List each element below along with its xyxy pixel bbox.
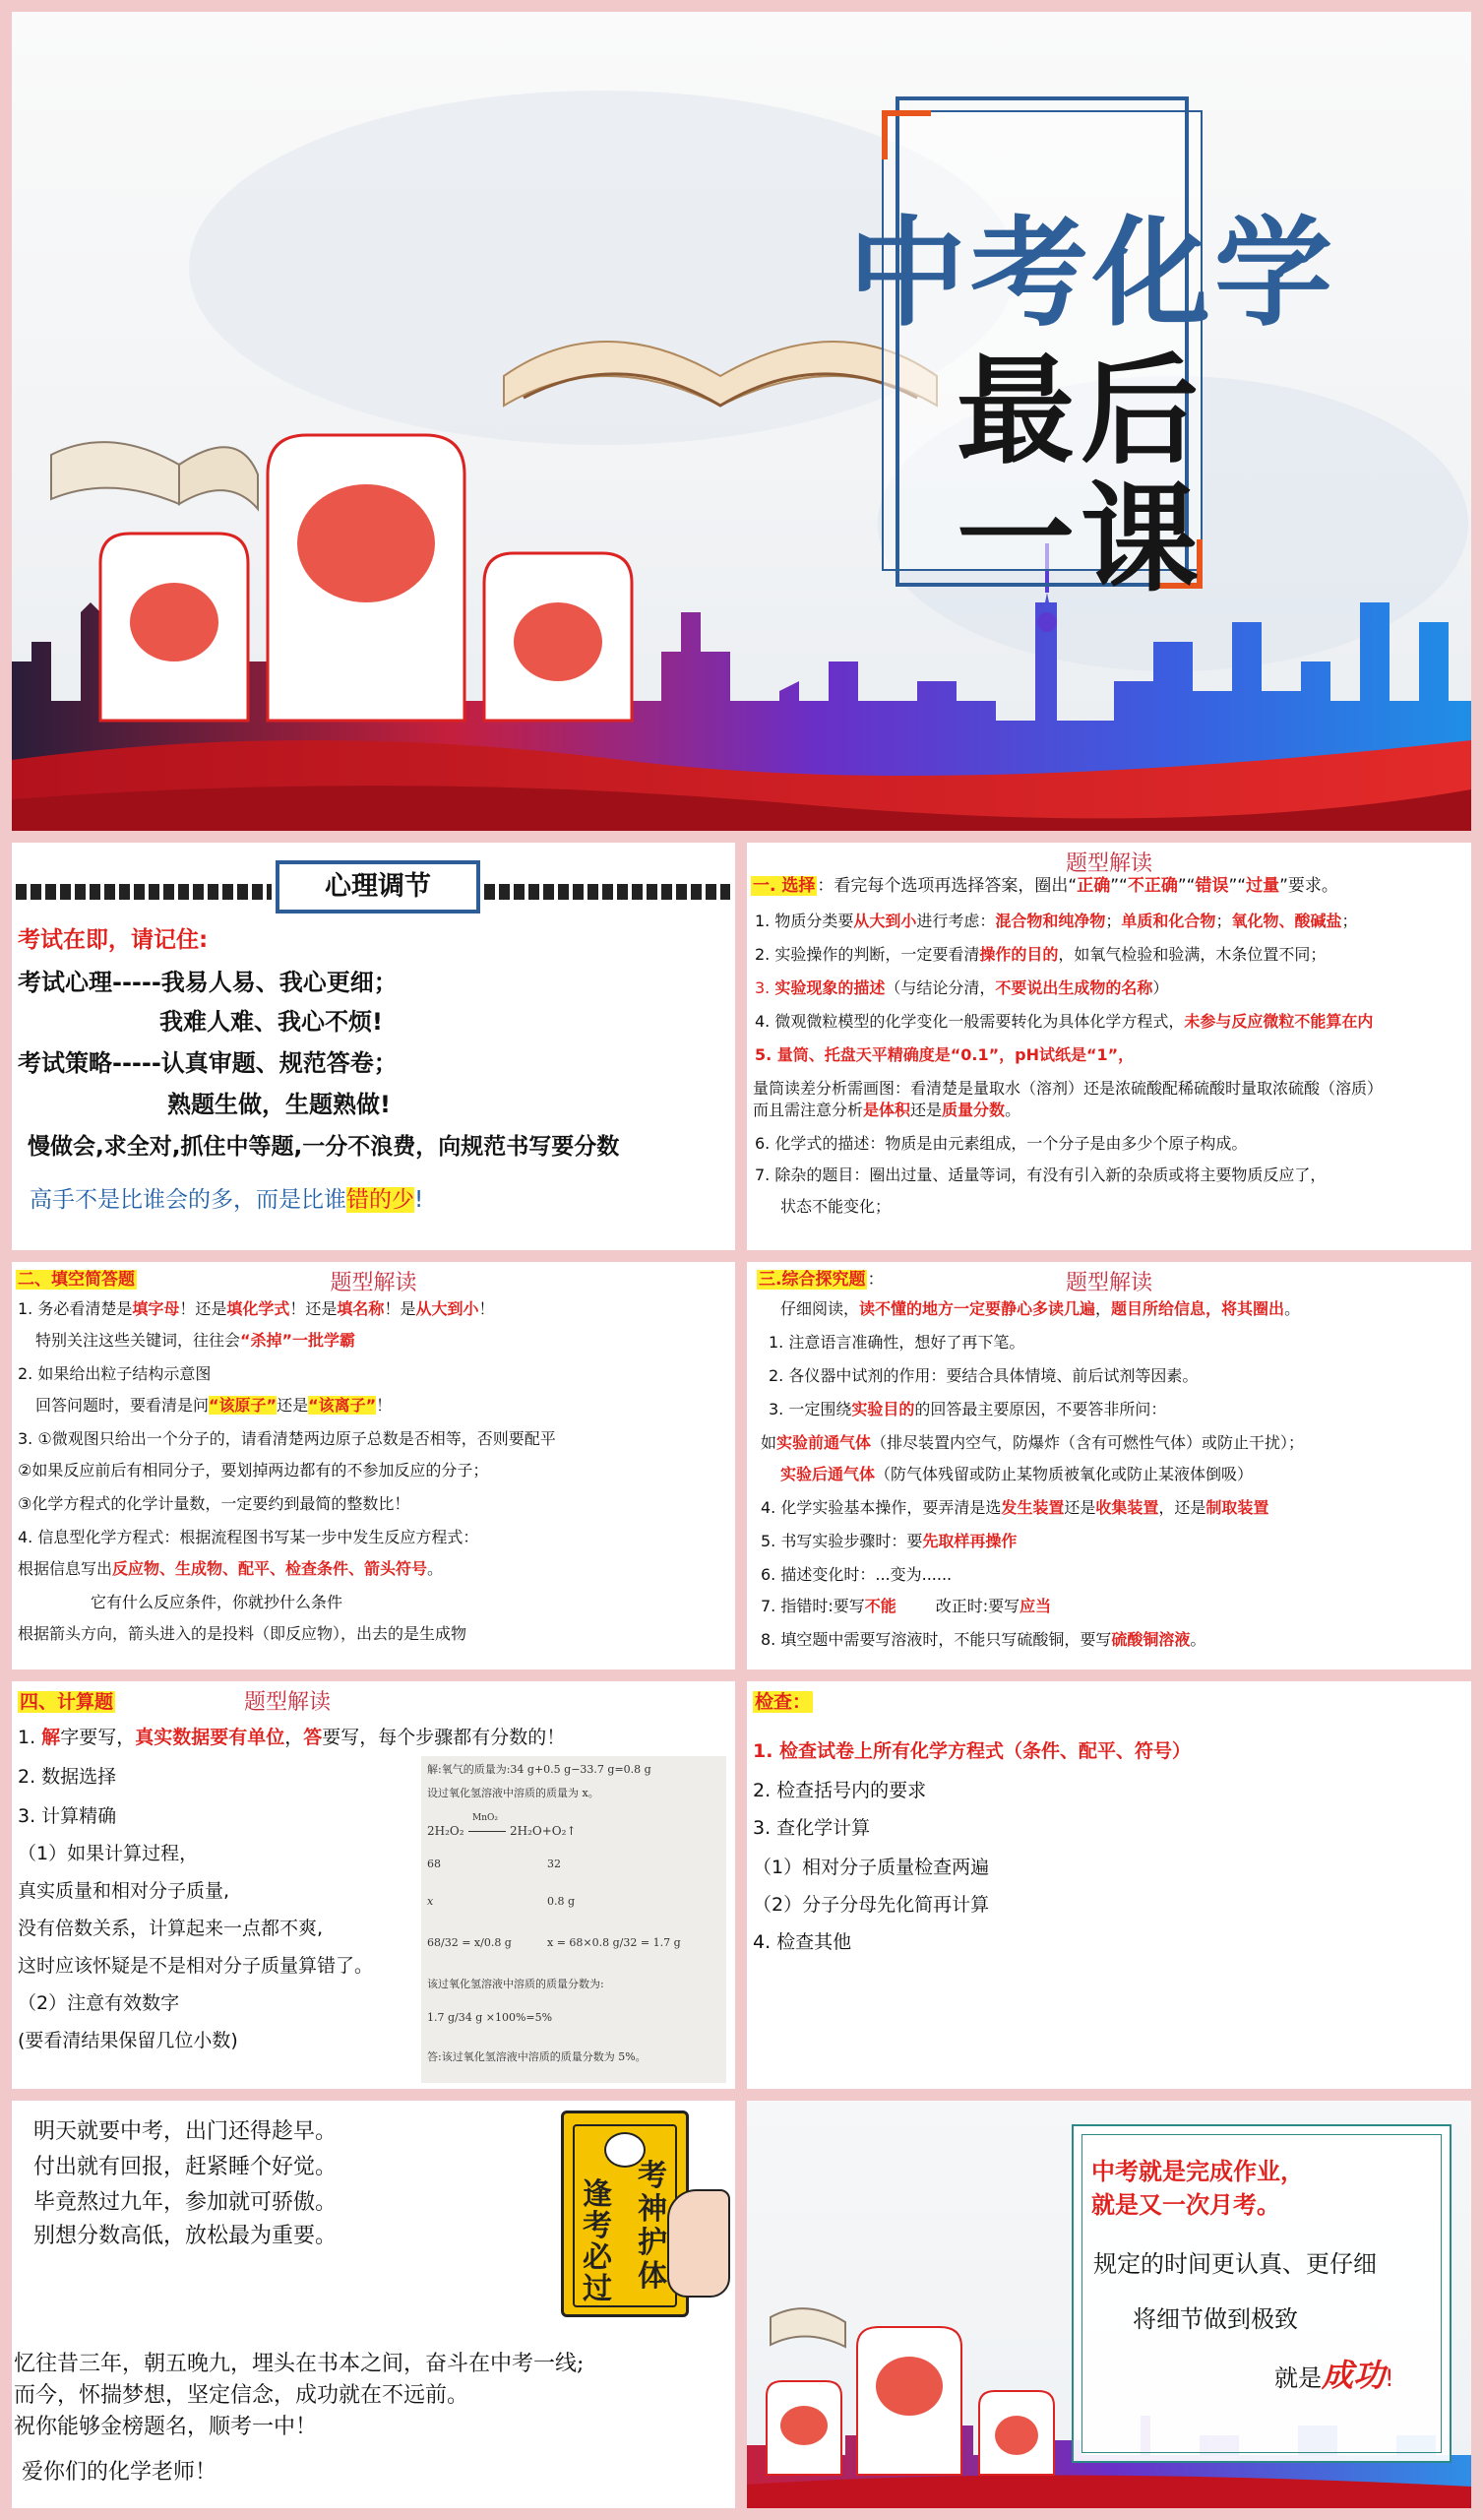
choice-head: 一. 选择 ：看完每个选项再选择答案，圈出“正确”“不正确”“错误”“过量”要求。 xyxy=(753,876,1338,896)
signature: 爱你们的化学老师！ xyxy=(22,2460,217,2485)
explore-line: 7. 指错时:要写不能 改正时:要写应当 xyxy=(761,1597,1052,1615)
calc-line: （2）注意有效数字 xyxy=(18,1992,180,2014)
choice-item: 2. 实验操作的判断，一定要看清操作的目的，如氧气检验和验满，木条位置不同； xyxy=(755,945,1327,964)
slide-title: 题型解读 xyxy=(1065,851,1152,876)
fill-line: 根据信息写出反应物、生成物、配平、检查条件、箭头符号。 xyxy=(18,1559,444,1578)
explore-line: 4. 化学实验基本操作，要弄清是选发生装置还是收集装置，还是制取装置 xyxy=(761,1498,1269,1517)
example-text: 68/32 = x/0.8 g xyxy=(427,1936,512,1949)
fill-line: ②如果反应前后有相同分子，要划掉两边都有的不参加反应的分子； xyxy=(18,1461,489,1480)
cover-illustration xyxy=(12,12,1471,831)
calc-line: 2. 数据选择 xyxy=(18,1766,117,1788)
book-icon xyxy=(771,2308,845,2347)
example-text: 2H₂O₂ xyxy=(427,1824,464,1838)
explore-line: 实验后通气体（防气体残留或防止某物质被氧化或防止某液体倒吸） xyxy=(780,1465,1254,1483)
section-tag: 二、填空简答题 xyxy=(18,1270,135,1290)
mental-line: 慢做会,求全对,抓住中等题,一分不浪费，向规范书写要分数 xyxy=(28,1134,620,1160)
poem-line: 别想分数高低，放松最为重要。 xyxy=(33,2224,338,2248)
calc-line: 这时应该怀疑是不是相对分子质量算错了。 xyxy=(18,1955,374,1977)
choice-item: 1. 物质分类要从大到小进行考虑：混合物和纯净物；单质和化合物；氧化物、酸碱盐； xyxy=(755,912,1358,930)
fill-line: ③化学方程式的化学计量数，一定要约到最简的整数比！ xyxy=(18,1494,410,1513)
cover-slide xyxy=(12,12,1471,831)
fill-slide xyxy=(12,1262,735,1670)
example-text: 1.7 g/34 g ×100%=5% xyxy=(427,2011,553,2024)
poem-line: 毕竟熬过九年，参加就可骄傲。 xyxy=(33,2190,338,2215)
example-text: 解:氧气的质量为:34 g+0.5 g−33.7 g=0.8 g xyxy=(427,1763,651,1776)
explore-line: 6. 描述变化时：...变为...... xyxy=(761,1565,953,1584)
check-slide xyxy=(747,1681,1471,2089)
closing-line: 就是成功! xyxy=(1274,2357,1394,2394)
cover-title-line1: 中考化学 xyxy=(848,204,1336,343)
worked-example-image xyxy=(421,1756,726,2083)
explore-line: 3. 一定围绕实验目的的回答最主要原因，不要答非所问： xyxy=(769,1400,1167,1418)
fill-line: 回答问题时，要看清是问“该原子”还是“该离子”！ xyxy=(35,1396,393,1415)
choice-slide xyxy=(747,843,1471,1250)
check-line: 3. 查化学计算 xyxy=(753,1817,871,1839)
explore-line: 2. 各仪器中试剂的作用：要结合具体情境、前后试剂等因素。 xyxy=(769,1366,1199,1385)
closing-line: 就是又一次月考。 xyxy=(1091,2191,1280,2219)
slide-title: 题型解读 xyxy=(243,1690,331,1715)
section-tag: 检查： xyxy=(755,1691,812,1713)
poem-line: 明天就要中考，出门还得趁早。 xyxy=(33,2119,338,2144)
example-text: 设过氧化氢溶液中溶质的质量为 x。 xyxy=(427,1787,599,1799)
explore-line: 1. 注意语言准确性，想好了再下笔。 xyxy=(769,1333,1025,1352)
fill-line: 4. 信息型化学方程式：根据流程图书写某一步中发生反应方程式： xyxy=(18,1528,479,1546)
choice-item: 7. 除杂的题目：圈出过量、适量等词，有没有引入新的杂质或将主要物质反应了， xyxy=(755,1166,1327,1184)
message-slide xyxy=(12,2101,735,2508)
calc-line: 1. 解字要写，真实数据要有单位，答要写，每个步骤都有分数的！ xyxy=(18,1727,566,1748)
message-line: 忆往昔三年，朝五晚九，埋头在书本之间，奋斗在中考一线; xyxy=(14,2352,585,2376)
closing-slide xyxy=(747,2101,1471,2508)
mental-line: 我难人难、我心不烦! xyxy=(159,1008,383,1036)
calc-slide xyxy=(12,1681,735,2089)
check-line: （2）分子分母先化简再计算 xyxy=(753,1894,990,1916)
calc-line: 真实质量和相对分子质量, xyxy=(18,1880,230,1902)
example-text: 2H₂O+O₂↑ xyxy=(510,1824,577,1838)
slide-title: 题型解读 xyxy=(1065,1271,1152,1295)
fill-line: 根据箭头方向，箭头进入的是投料（即反应物），出去的是生成物 xyxy=(18,1624,467,1643)
orange-corner xyxy=(882,110,931,159)
example-text: x xyxy=(427,1895,434,1908)
section-tag: 四、计算题 xyxy=(20,1691,114,1713)
remember-line: 考试在即，请记住: xyxy=(18,927,209,953)
mental-slide xyxy=(12,843,735,1250)
mental-line: 熟题生做，生题熟做! xyxy=(167,1091,391,1118)
good-luck-charm xyxy=(549,2110,730,2317)
calc-line: 3. 计算精确 xyxy=(18,1805,117,1827)
mental-quote: 高手不是比谁会的多，而是比谁错的少! xyxy=(30,1187,424,1213)
reaction-arrow xyxy=(468,1831,506,1832)
choice-item: 而且需注意分析是体积还是质量分数。 xyxy=(753,1101,1021,1119)
check-line: 1. 检查试卷上所有化学方程式（条件、配平、符号） xyxy=(753,1740,1192,1762)
explore-line: 5. 书写实验步骤时：要先取样再操作 xyxy=(761,1532,1018,1550)
check-line: 2. 检查括号内的要求 xyxy=(753,1780,927,1801)
check-line: （1）相对分子质量检查两遍 xyxy=(753,1857,990,1878)
example-text: MnO₂ xyxy=(472,1813,498,1823)
closing-line: 将细节做到极致 xyxy=(1133,2305,1298,2333)
example-text: 32 xyxy=(547,1858,561,1870)
fill-line: 特别关注这些关键词，往往会“杀掉”一批学霸 xyxy=(35,1331,356,1350)
choice-item: 6. 化学式的描述：物质是由元素组成，一个分子是由多少个原子构成。 xyxy=(755,1134,1248,1153)
explore-line: 8. 填空题中需要写溶液时，不能只写硫酸铜，要写硫酸铜溶液。 xyxy=(761,1630,1206,1649)
mental-line: 考试策略-----认真审题、规范答卷； xyxy=(18,1049,398,1077)
fill-line: 3. ①微观图只给出一个分子的，请看清楚两边原子总数是否相等，否则要配平 xyxy=(18,1429,556,1448)
charm-text: 逢考必过 xyxy=(583,2177,612,2306)
check-line: 4. 检查其他 xyxy=(753,1931,852,1953)
mental-line: 考试心理-----我易人易、我心更细； xyxy=(18,969,398,996)
dash-divider xyxy=(16,884,272,900)
poem-line: 付出就有回报，赶紧睡个好觉。 xyxy=(33,2155,338,2179)
choice-item: 量筒读差分析需画图：看清楚是量取水（溶剂）还是浓硫酸配稀硫酸时量取浓硫酸（溶质） xyxy=(753,1079,1384,1098)
explore-line: 仔细阅读，读不懂的地方一定要静心多读几遍，题目所给信息，将其圈出。 xyxy=(780,1299,1301,1318)
closing-line: 中考就是完成作业， xyxy=(1091,2158,1304,2185)
slide-title: 题型解读 xyxy=(330,1271,417,1295)
hand-icon xyxy=(667,2189,730,2298)
choice-item: 状态不能变化； xyxy=(780,1197,892,1216)
message-line: 而今，怀揣梦想，坚定信念，成功就在不远前。 xyxy=(14,2383,469,2408)
choice-item: 5. 量筒、托盘天平精确度是“0.1”，pH试纸是“1”， xyxy=(755,1045,1135,1064)
example-text: 68 xyxy=(427,1858,441,1870)
section-header: 心理调节 xyxy=(276,860,480,914)
cover-title-line3: 一课 xyxy=(957,470,1205,608)
example-text: 0.8 g xyxy=(547,1895,576,1908)
explore-line: 如实验前通气体（排尽装置内空气，防爆炸（含有可燃性气体）或防止干扰）； xyxy=(761,1433,1305,1452)
section-tag: 三.综合探究题 ： xyxy=(759,1270,885,1290)
charm-text: 考神护体 xyxy=(638,2159,667,2294)
example-text: 答:该过氧化氢溶液中溶质的质量分数为 5%。 xyxy=(427,2050,647,2063)
closing-line: 规定的时间更认真、更仔细 xyxy=(1093,2250,1377,2278)
cover-title-line2: 最后 xyxy=(957,342,1205,480)
calc-line: （1）如果计算过程， xyxy=(18,1843,199,1864)
example-text: x = 68×0.8 g/32 = 1.7 g xyxy=(547,1936,681,1949)
message-line: 祝你能够金榜题名，顺考一中！ xyxy=(14,2415,318,2439)
dash-divider xyxy=(484,884,730,900)
example-text: 该过氧化氢溶液中溶质的质量分数为: xyxy=(427,1978,604,1990)
fill-line: 它有什么反应条件，你就抄什么条件 xyxy=(91,1593,343,1611)
choice-item: 3. 实验现象的描述（与结论分清，不要说出生成物的名称） xyxy=(755,978,1169,997)
calc-line: 没有倍数关系，计算起来一点都不爽, xyxy=(18,1918,324,1939)
fill-line: 2. 如果给出粒子结构示意图 xyxy=(18,1364,212,1383)
choice-item: 4. 微观微粒模型的化学变化一般需要转化为具体化学方程式，未参与反应微粒不能算在内 xyxy=(755,1012,1374,1031)
explore-slide xyxy=(747,1262,1471,1670)
fill-line: 1. 务必看清楚是填字母！还是填化学式！还是填名称！是从大到小！ xyxy=(18,1299,495,1318)
calc-line: (要看清结果保留几位小数) xyxy=(18,2030,238,2051)
